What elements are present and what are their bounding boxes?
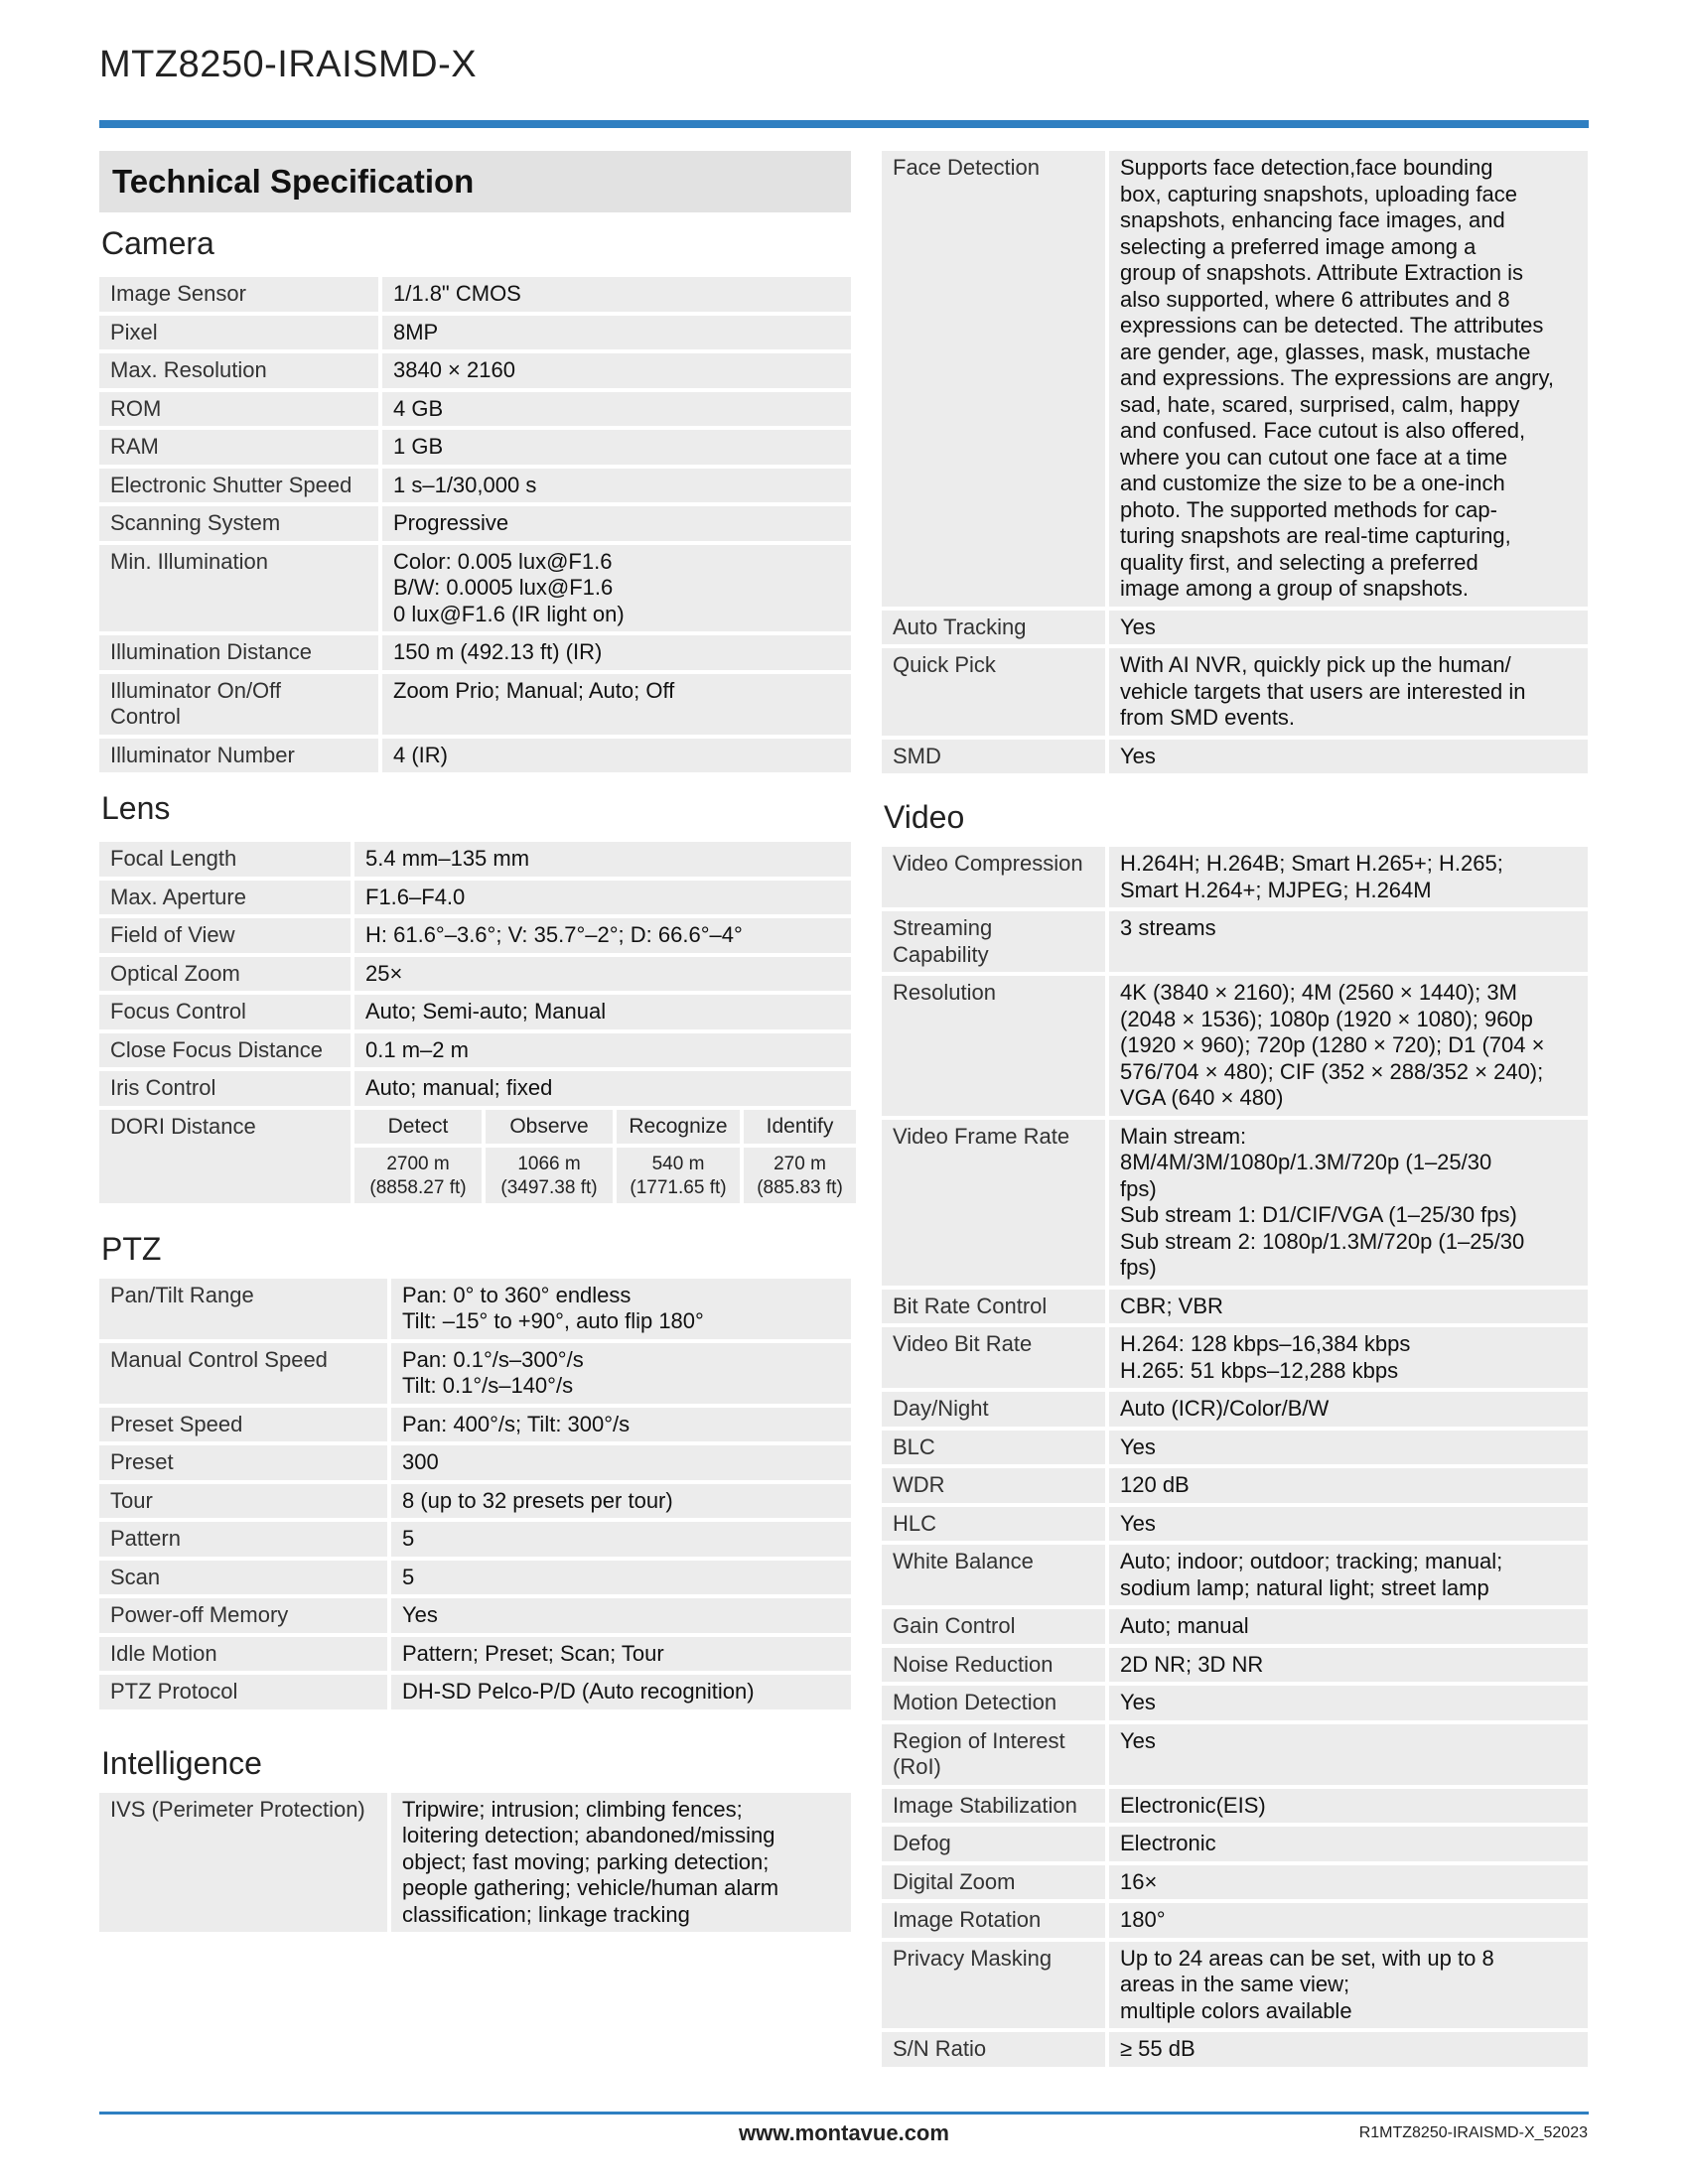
table-row: [99, 1408, 851, 1442]
dori-value-observe: 1066 m (3497.38 ft): [486, 1148, 613, 1203]
table-row: [882, 611, 1588, 645]
spec-label: Preset: [99, 1445, 391, 1480]
spec-label: Video Frame Rate: [882, 1120, 1109, 1286]
spec-value: 1/1.8" CMOS: [382, 277, 851, 312]
table-row: [882, 1827, 1588, 1861]
spec-label: Illuminator Number: [99, 739, 382, 773]
spec-value: H.264: 128 kbps–16,384 kbps H.265: 51 kbps–12,288 kbps: [1109, 1327, 1588, 1388]
spec-value: Yes: [1109, 1431, 1588, 1465]
spec-value: 8MP: [382, 316, 851, 350]
intelligence-continued-table: [882, 147, 1588, 777]
ptz-spec-table: [99, 1275, 851, 1713]
dori-header-recognize: Recognize: [617, 1110, 740, 1144]
spec-value: Auto; indoor; outdoor; tracking; manual; sodium lamp; natural light; street lamp: [1109, 1545, 1588, 1605]
spec-label: Image Stabilization: [882, 1789, 1109, 1824]
table-row: [99, 506, 851, 541]
table-row: [882, 648, 1588, 736]
spec-label: Max. Aperture: [99, 881, 354, 915]
spec-label: Gain Control: [882, 1609, 1109, 1644]
dori-value-detect: 2700 m (8858.27 ft): [354, 1148, 482, 1203]
spec-label: Day/Night: [882, 1392, 1109, 1427]
table-row: [882, 1724, 1588, 1785]
spec-label: Illumination Distance: [99, 635, 382, 670]
spec-value: 2D NR; 3D NR: [1109, 1648, 1588, 1683]
spec-label: HLC: [882, 1507, 1109, 1542]
spec-value: 4K (3840 × 2160); 4M (2560 × 1440); 3M (2048 × 1536); 1080p (1920 × 1080); 960p (1920 × 960); 720p (1280 × 720); D1 (704 × 576/704 × 480); CIF (352 × 288/352 × 240); VGA (640 × 480): [1109, 976, 1588, 1116]
spec-value: Auto; Semi-auto; Manual: [354, 995, 851, 1029]
spec-value: H: 61.6°–3.6°; V: 35.7°–2°; D: 66.6°–4°: [354, 918, 851, 953]
spec-label: RAM: [99, 430, 382, 465]
spec-label: Scan: [99, 1561, 391, 1595]
spec-value: 5: [391, 1561, 851, 1595]
table-row: [882, 1120, 1588, 1286]
dori-value-identify: 270 m (885.83 ft): [744, 1148, 856, 1203]
spec-value: 150 m (492.13 ft) (IR): [382, 635, 851, 670]
spec-label: Digital Zoom: [882, 1865, 1109, 1900]
table-row: [882, 1942, 1588, 2029]
footer-website-link[interactable]: www.montavue.com: [739, 2120, 949, 2145]
table-row: [882, 1507, 1588, 1542]
table-row: [99, 1279, 851, 1339]
spec-label: Field of View: [99, 918, 354, 953]
spec-value: Zoom Prio; Manual; Auto; Off: [382, 674, 851, 735]
spec-label: Tour: [99, 1484, 391, 1519]
spec-value: 8 (up to 32 presets per tour): [391, 1484, 851, 1519]
spec-value: Yes: [1109, 740, 1588, 774]
spec-label: Focal Length: [99, 842, 354, 877]
left-column: [99, 151, 851, 1936]
table-row: [882, 1392, 1588, 1427]
table-row: [99, 277, 851, 312]
spec-label: Image Rotation: [882, 1903, 1109, 1938]
table-row: [882, 740, 1588, 774]
table-row: [99, 1675, 851, 1709]
table-row: [99, 635, 851, 670]
table-row: [99, 957, 851, 992]
spec-label: S/N Ratio: [882, 2032, 1109, 2067]
spec-label: Resolution: [882, 976, 1109, 1116]
spec-label: Pixel: [99, 316, 382, 350]
table-row: [99, 1445, 851, 1480]
spec-value: 5.4 mm–135 mm: [354, 842, 851, 877]
spec-label: DORI Distance: [99, 1110, 354, 1203]
spec-label: Bit Rate Control: [882, 1290, 1109, 1324]
dori-distance-grid: [354, 1110, 851, 1203]
spec-label: Image Sensor: [99, 277, 382, 312]
spec-value: 3840 × 2160: [382, 353, 851, 388]
spec-value: DH-SD Pelco-P/D (Auto recognition): [391, 1675, 851, 1709]
spec-label: Video Bit Rate: [882, 1327, 1109, 1388]
spec-value: Supports face detection,face bounding box, capturing snapshots, uploading face snapshots, enhancing face images, and selecting a preferred image among a group of snapshots. Attribute Extraction is also supported, where 6 attributes and 8 expressions can be detected. The attributes are gender, age, glasses, mask, mustache and expressions. The expressions are angry, sad, hate, scared, surprised, calm, happy and confused. Face cutout is also offered, where you can cutout one face at a time and customize the size to be a one-inch photo. The supported methods for cap- turing snapshots are real-time capturing, quality first, and selecting a preferred image among a group of snapshots.: [1109, 151, 1588, 607]
technical-specification-heading: Technical Specification: [99, 151, 851, 212]
dori-header-observe: Observe: [486, 1110, 613, 1144]
table-row: [99, 1343, 851, 1404]
table-row: [99, 469, 851, 503]
spec-value: Pan: 400°/s; Tilt: 300°/s: [391, 1408, 851, 1442]
dori-header-detect: Detect: [354, 1110, 482, 1144]
spec-value: 180°: [1109, 1903, 1588, 1938]
spec-label: Focus Control: [99, 995, 354, 1029]
spec-value: 1 GB: [382, 430, 851, 465]
table-row: [99, 1561, 851, 1595]
spec-value: 3 streams: [1109, 911, 1588, 972]
spec-value: 120 dB: [1109, 1468, 1588, 1503]
spec-label: SMD: [882, 740, 1109, 774]
spec-label: Motion Detection: [882, 1686, 1109, 1720]
spec-label: Idle Motion: [99, 1637, 391, 1672]
table-row: [882, 1865, 1588, 1900]
spec-label: IVS (Perimeter Protection): [99, 1793, 391, 1933]
spec-value: Auto (ICR)/Color/B/W: [1109, 1392, 1588, 1427]
spec-label: Electronic Shutter Speed: [99, 469, 382, 503]
spec-value: Electronic(EIS): [1109, 1789, 1588, 1824]
intelligence-spec-table: [99, 1789, 851, 1937]
spec-label: Auto Tracking: [882, 611, 1109, 645]
table-row: [882, 151, 1588, 607]
table-row: [99, 1598, 851, 1633]
spec-value: Yes: [1109, 1686, 1588, 1720]
camera-section-title: Camera: [101, 225, 214, 261]
spec-value: 0.1 m–2 m: [354, 1033, 851, 1068]
table-row: [99, 881, 851, 915]
table-row: [882, 847, 1588, 907]
spec-label: White Balance: [882, 1545, 1109, 1605]
right-column: [882, 151, 1588, 2071]
spec-value: ≥ 55 dB: [1109, 2032, 1588, 2067]
table-row: [882, 2032, 1588, 2067]
table-row: [99, 1522, 851, 1557]
table-row: [882, 976, 1588, 1116]
footer-divider: [99, 2112, 1589, 2115]
spec-value: CBR; VBR: [1109, 1290, 1588, 1324]
spec-label: Quick Pick: [882, 648, 1109, 736]
intelligence-section-title: Intelligence: [101, 1744, 262, 1781]
table-row: [882, 1468, 1588, 1503]
spec-label: Preset Speed: [99, 1408, 391, 1442]
spec-label: Max. Resolution: [99, 353, 382, 388]
spec-label: Iris Control: [99, 1071, 354, 1106]
spec-label: Illuminator On/Off Control: [99, 674, 382, 735]
table-row: [99, 316, 851, 350]
spec-value: Electronic: [1109, 1827, 1588, 1861]
spec-value: Yes: [1109, 611, 1588, 645]
spec-label: Noise Reduction: [882, 1648, 1109, 1683]
spec-value: Pattern; Preset; Scan; Tour: [391, 1637, 851, 1672]
spec-value: 4 (IR): [382, 739, 851, 773]
table-row: [99, 1484, 851, 1519]
spec-label: Region of Interest (RoI): [882, 1724, 1109, 1785]
spec-label: Manual Control Speed: [99, 1343, 391, 1404]
spec-label: Privacy Masking: [882, 1942, 1109, 2029]
table-row: [882, 1609, 1588, 1644]
spec-label: ROM: [99, 392, 382, 427]
spec-label: Pattern: [99, 1522, 391, 1557]
spec-label: Streaming Capability: [882, 911, 1109, 972]
lens-section-title: Lens: [101, 790, 171, 826]
table-row: [882, 1290, 1588, 1324]
ptz-section-title: PTZ: [101, 1230, 162, 1267]
table-row: [882, 1686, 1588, 1720]
dori-value-recognize: 540 m (1771.65 ft): [617, 1148, 740, 1203]
spec-label: Power-off Memory: [99, 1598, 391, 1633]
spec-value: Color: 0.005 lux@F1.6 B/W: 0.0005 lux@F1.6 0 lux@F1.6 (IR light on): [382, 545, 851, 632]
spec-value: Progressive: [382, 506, 851, 541]
table-row: [99, 995, 851, 1029]
spec-label: BLC: [882, 1431, 1109, 1465]
spec-label: PTZ Protocol: [99, 1675, 391, 1709]
table-row: [99, 842, 851, 877]
table-row: [882, 1327, 1588, 1388]
table-row: [99, 918, 851, 953]
table-row: [99, 1033, 851, 1068]
table-row: [99, 1637, 851, 1672]
spec-value: H.264H; H.264B; Smart H.265+; H.265; Smart H.264+; MJPEG; H.264M: [1109, 847, 1588, 907]
spec-value: Up to 24 areas can be set, with up to 8 areas in the same view; multiple colors available: [1109, 1942, 1588, 2029]
spec-value: Yes: [391, 1598, 851, 1633]
spec-label: Min. Illumination: [99, 545, 382, 632]
table-row: [99, 545, 851, 632]
spec-label: Optical Zoom: [99, 957, 354, 992]
spec-value: With AI NVR, quickly pick up the human/ vehicle targets that users are interested in from SMD events.: [1109, 648, 1588, 736]
spec-value: 16×: [1109, 1865, 1588, 1900]
dori-header-identify: Identify: [744, 1110, 856, 1144]
video-spec-table: [882, 843, 1588, 2071]
spec-label: Video Compression: [882, 847, 1109, 907]
table-row: [99, 674, 851, 735]
table-row: [99, 392, 851, 427]
table-row: [882, 1648, 1588, 1683]
footer-document-code: R1MTZ8250-IRAISMD-X_52023: [1358, 2124, 1588, 2141]
spec-value: Yes: [1109, 1507, 1588, 1542]
camera-spec-table: [99, 273, 851, 776]
table-row: [99, 430, 851, 465]
table-row: [99, 739, 851, 773]
spec-label: Close Focus Distance: [99, 1033, 354, 1068]
spec-value: 1 s–1/30,000 s: [382, 469, 851, 503]
spec-label: Defog: [882, 1827, 1109, 1861]
lens-spec-table: [99, 838, 851, 1207]
table-row: [882, 911, 1588, 972]
document-title: MTZ8250-IRAISMD-X: [99, 44, 478, 85]
spec-value: Main stream: 8M/4M/3M/1080p/1.3M/720p (1–25/30 fps) Sub stream 1: D1/CIF/VGA (1–25/30 fps) Sub stream 2: 1080p/1.3M/720p (1–25/30 fps): [1109, 1120, 1588, 1286]
table-row: [882, 1903, 1588, 1938]
spec-label: Face Detection: [882, 151, 1109, 607]
spec-label: WDR: [882, 1468, 1109, 1503]
table-row: [882, 1431, 1588, 1465]
table-row: [99, 1071, 851, 1106]
spec-value: 4 GB: [382, 392, 851, 427]
header-divider: [99, 120, 1589, 128]
table-row: [882, 1789, 1588, 1824]
spec-label: Pan/Tilt Range: [99, 1279, 391, 1339]
video-section-title: Video: [884, 799, 965, 835]
table-row: [882, 1545, 1588, 1605]
table-row: [99, 1110, 851, 1203]
spec-value: Yes: [1109, 1724, 1588, 1785]
table-row: [99, 1793, 851, 1933]
spec-value: 300: [391, 1445, 851, 1480]
spec-value: Auto; manual: [1109, 1609, 1588, 1644]
spec-value: Tripwire; intrusion; climbing fences; loitering detection; abandoned/missing object; fast moving; parking detection; people gathering; vehicle/human alarm classification; linkage tracking: [391, 1793, 851, 1933]
spec-value: Pan: 0° to 360° endless Tilt: –15° to +90°, auto flip 180°: [391, 1279, 851, 1339]
spec-value: 5: [391, 1522, 851, 1557]
spec-label: Scanning System: [99, 506, 382, 541]
spec-value: Pan: 0.1°/s–300°/s Tilt: 0.1°/s–140°/s: [391, 1343, 851, 1404]
spec-value: F1.6–F4.0: [354, 881, 851, 915]
table-row: [99, 353, 851, 388]
spec-value: Auto; manual; fixed: [354, 1071, 851, 1106]
spec-value: 25×: [354, 957, 851, 992]
